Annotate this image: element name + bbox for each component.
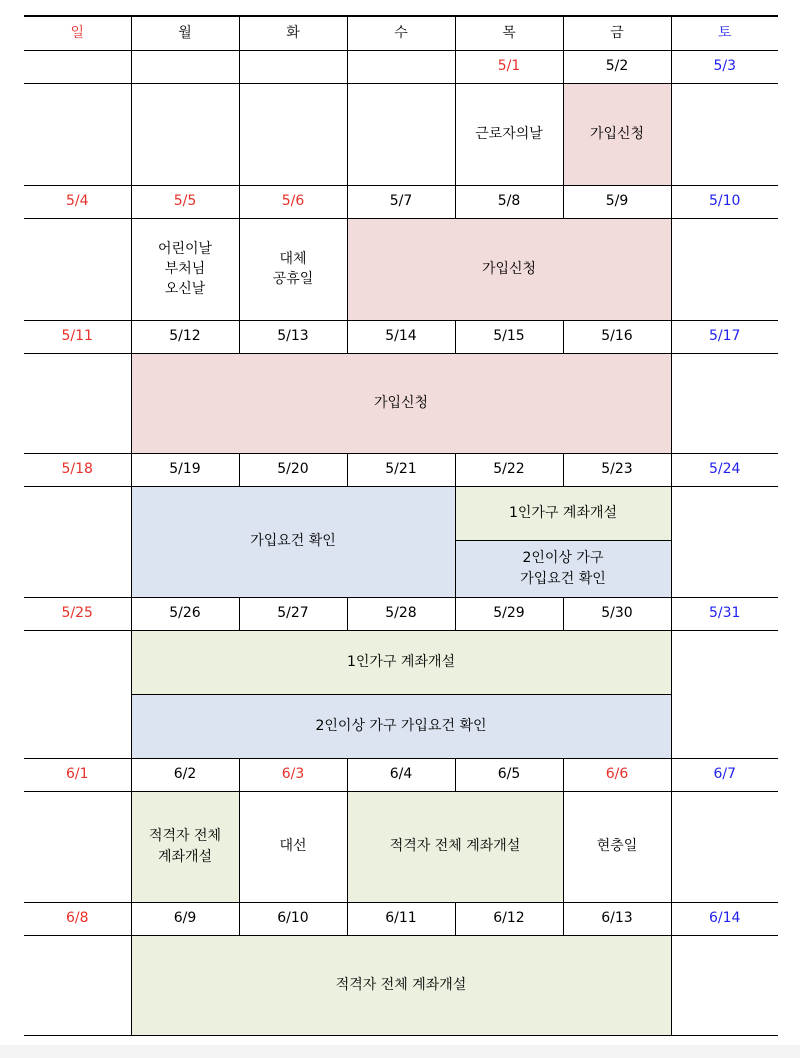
- empty-cell: [24, 630, 131, 758]
- date-cell: 5/7: [347, 185, 455, 218]
- date-row-week-7: [24, 902, 778, 935]
- event-text-line: 대체: [279, 250, 307, 267]
- date-cell: 5/4: [24, 185, 131, 218]
- empty-cell: [24, 791, 131, 902]
- event-multi-eligibility-check: 2인이상 가구 가입요건 확인: [131, 694, 671, 758]
- date-cell: 6/8: [24, 902, 131, 935]
- event-substitute-holiday: [239, 218, 347, 320]
- event-row-week-3: [24, 353, 778, 453]
- date-cell: [239, 50, 347, 83]
- weekday-sat: 토: [671, 16, 778, 50]
- event-all-account: 적격자 전체 계좌개설: [347, 791, 563, 902]
- date-cell: 6/1: [24, 758, 131, 791]
- date-cell: 5/6: [239, 185, 347, 218]
- date-cell: 5/20: [239, 453, 347, 486]
- weekday-header-row: [24, 16, 778, 50]
- date-cell: 5/8: [455, 185, 563, 218]
- date-cell: 5/23: [563, 453, 671, 486]
- event-text-line: 2인이상 가구: [522, 550, 604, 567]
- date-cell: 6/7: [671, 758, 778, 791]
- event-row-week-5b: [24, 694, 778, 758]
- empty-cell: [347, 83, 455, 185]
- event-row-week-7: [24, 935, 778, 1035]
- event-text-line: 적격자 전체: [148, 828, 222, 845]
- empty-cell: [131, 83, 239, 185]
- empty-cell: [24, 83, 131, 185]
- event-single-account: 1인가구 계좌개설: [131, 630, 671, 694]
- date-cell: 5/28: [347, 597, 455, 630]
- date-cell: 5/25: [24, 597, 131, 630]
- date-cell: [347, 50, 455, 83]
- date-cell: 5/22: [455, 453, 563, 486]
- weekday-thu: 목: [455, 16, 563, 50]
- date-cell: 5/26: [131, 597, 239, 630]
- date-cell: 5/12: [131, 320, 239, 353]
- event-apply: 가입신청: [347, 218, 671, 320]
- event-row-week-6: [24, 791, 778, 902]
- date-cell: 6/14: [671, 902, 778, 935]
- date-row-week-6: [24, 758, 778, 791]
- event-row-week-5: [24, 630, 778, 694]
- calendar-table: [24, 15, 778, 1036]
- event-all-account: 적격자 전체 계좌개설: [131, 935, 671, 1035]
- date-cell: 5/30: [563, 597, 671, 630]
- weekday-fri: 금: [563, 16, 671, 50]
- date-cell: 6/4: [347, 758, 455, 791]
- date-row-week-3: [24, 320, 778, 353]
- empty-cell: [24, 486, 131, 597]
- event-apply: 가입신청: [563, 83, 671, 185]
- date-cell: [131, 50, 239, 83]
- date-cell: 6/6: [563, 758, 671, 791]
- date-cell: 5/15: [455, 320, 563, 353]
- date-cell: 5/14: [347, 320, 455, 353]
- date-cell: 5/31: [671, 597, 778, 630]
- date-cell: 5/13: [239, 320, 347, 353]
- empty-cell: [671, 486, 778, 597]
- date-cell: 5/24: [671, 453, 778, 486]
- date-cell: 6/11: [347, 902, 455, 935]
- date-cell: 6/12: [455, 902, 563, 935]
- weekday-wed: 수: [347, 16, 455, 50]
- date-row-week-5: [24, 597, 778, 630]
- date-row-week-1: [24, 50, 778, 83]
- event-text-line: 오신날: [164, 281, 206, 298]
- date-cell: 5/18: [24, 453, 131, 486]
- date-cell: 5/9: [563, 185, 671, 218]
- empty-cell: [671, 83, 778, 185]
- empty-cell: [671, 935, 778, 1035]
- weekday-mon: 월: [131, 16, 239, 50]
- date-cell: 5/2: [563, 50, 671, 83]
- date-cell: 5/1: [455, 50, 563, 83]
- event-text-line: 공휴일: [272, 271, 314, 287]
- date-cell: 5/21: [347, 453, 455, 486]
- date-cell: 6/3: [239, 758, 347, 791]
- weekday-sun: 일: [24, 16, 131, 50]
- date-cell: 5/3: [671, 50, 778, 83]
- empty-cell: [671, 218, 778, 320]
- event-text-line: 가입요건 확인: [520, 570, 606, 587]
- event-row-week-2: [24, 218, 778, 320]
- event-labor-day: 근로자의날: [455, 83, 563, 185]
- event-apply: 가입신청: [131, 353, 671, 453]
- date-cell: 6/5: [455, 758, 563, 791]
- date-row-week-4: [24, 453, 778, 486]
- date-cell: 5/16: [563, 320, 671, 353]
- date-cell: 5/5: [131, 185, 239, 218]
- weekday-tue: 화: [239, 16, 347, 50]
- date-cell: 6/10: [239, 902, 347, 935]
- date-cell: 6/2: [131, 758, 239, 791]
- event-election: 대선: [239, 791, 347, 902]
- empty-cell: [239, 83, 347, 185]
- date-cell: 5/27: [239, 597, 347, 630]
- empty-cell: [24, 218, 131, 320]
- date-cell: 5/19: [131, 453, 239, 486]
- date-cell: 5/11: [24, 320, 131, 353]
- page-bottom-strip: [0, 1045, 800, 1058]
- date-cell: 6/13: [563, 902, 671, 935]
- event-single-account: 1인가구 계좌개설: [455, 486, 671, 540]
- empty-cell: [24, 353, 131, 453]
- empty-cell: [671, 630, 778, 758]
- event-memorial-day: 현충일: [563, 791, 671, 902]
- empty-cell: [671, 353, 778, 453]
- event-row-week-1: [24, 83, 778, 185]
- event-eligibility-check: 가입요건 확인: [131, 486, 455, 597]
- empty-cell: [671, 791, 778, 902]
- date-cell: 5/29: [455, 597, 563, 630]
- date-cell: [24, 50, 131, 83]
- event-row-week-4: [24, 486, 778, 540]
- empty-cell: [24, 935, 131, 1035]
- event-childrens-day: [131, 218, 239, 320]
- date-cell: 6/9: [131, 902, 239, 935]
- date-row-week-2: [24, 185, 778, 218]
- event-all-account: [131, 791, 239, 902]
- event-text-line: 어린이날: [157, 240, 213, 257]
- event-multi-eligibility-check: [455, 540, 671, 597]
- date-cell: 5/10: [671, 185, 778, 218]
- event-text-line: 계좌개설: [157, 848, 213, 865]
- event-text-line: 부처님: [164, 260, 206, 277]
- date-cell: 5/17: [671, 320, 778, 353]
